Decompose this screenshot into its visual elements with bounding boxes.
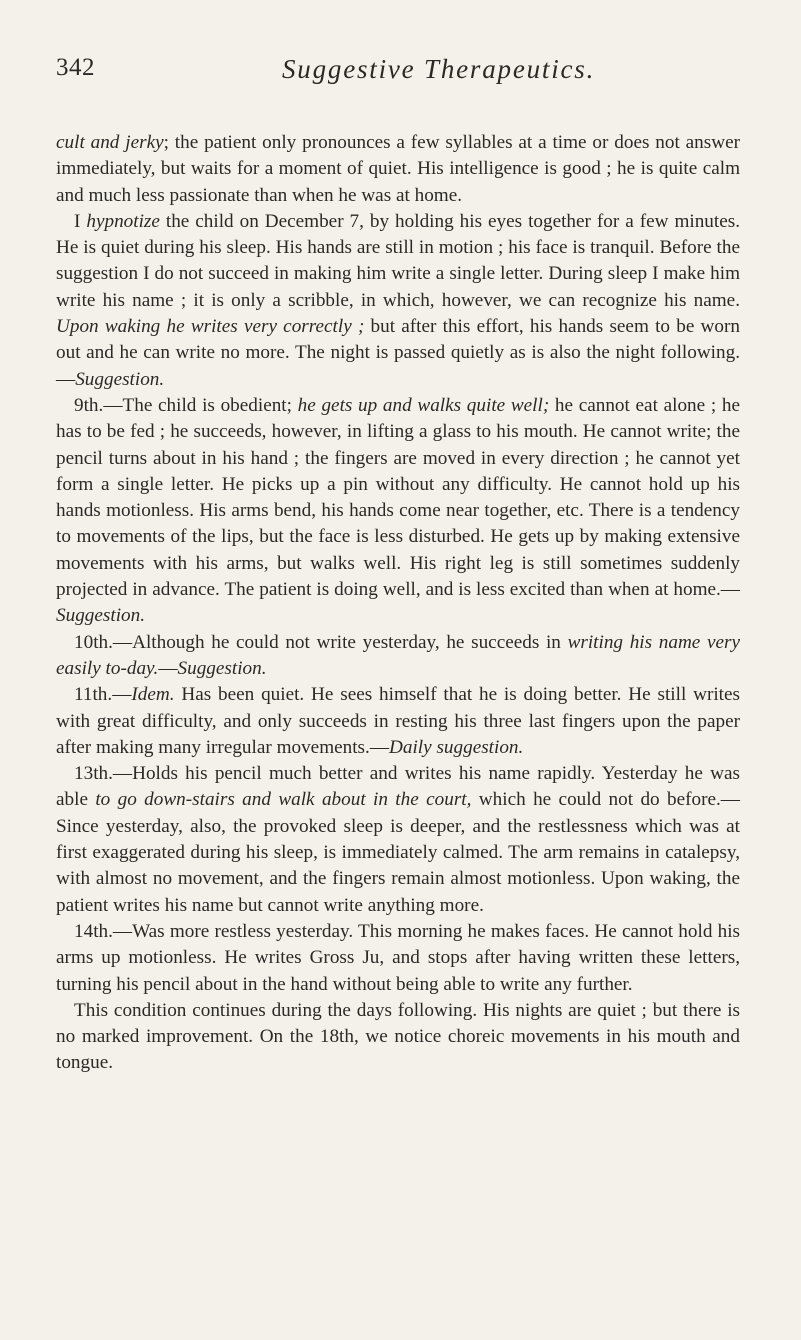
italic-phrase: writing his name very easily to-day.: [56, 631, 740, 679]
paragraph-14th: [56, 919, 740, 998]
paragraph-13th: [56, 761, 740, 919]
text-run: I: [74, 210, 87, 232]
body-text: [56, 130, 740, 1077]
paragraph-dec-7: [56, 209, 740, 393]
text-run: he cannot eat alone ; he has to be fed ; he succeeds, however, in lifting a glass to his mouth. He cannot write; the pencil turns about in his hand ; the fingers are moved in every direction ; he cannot yet form a single letter. He picks up a pin without any difficulty. He cannot hold up his hands motionless. His arms bend, his hands come near together, etc. There is a tendency to movements of the lips, but the face is less disturbed. He gets up by making extensive movements with his arms, but walks well. His right leg is still sometimes suddenly projected in advance. The patient is doing well, and is less excited than when at home.—: [56, 394, 740, 601]
text-run: Has been quiet. He sees himself that he is doing better. He still writes with great difficulty, and only succeeds in resting his three last fingers upon the paper after making many irregular movements.—: [56, 684, 740, 758]
text-run: —: [158, 657, 178, 679]
italic-phrase: Upon waking he writes very correctly ;: [56, 316, 365, 338]
text-run: but after this effort, his hands seem to be worn out and he can write no more. The night is passed quietly as is also the night following.—: [56, 316, 740, 390]
paragraph-continuation: [56, 130, 740, 209]
italic-phrase: hypnotize: [86, 210, 160, 232]
text-run: 14th.—Was more restless yesterday. This morning he makes faces. He cannot hold his arms up motionless. He writes Gross Ju, and stops after having written these letters, turning his pencil about in the hand without being able to write any further.: [56, 920, 740, 995]
text-run: which he could not do before.—Since yesterday, also, the provoked sleep is deeper, and the restlessness which was at first exaggerated during his sleep, is immediately calmed. The arm remains in catalepsy, with almost no movement, and the fingers remain almost motionless. Upon waking, the patient writes his name but cannot write anything more.: [56, 789, 740, 916]
paragraph-11th: [56, 682, 740, 761]
italic-phrase: Idem.: [131, 684, 175, 706]
paragraph-following-days: [56, 998, 740, 1077]
text-run: 13th.—Holds his pencil much better and writes his name rapidly. Yesterday he was able: [56, 763, 740, 811]
italic-phrase: Suggestion.: [177, 657, 267, 679]
page-number: 342: [56, 54, 95, 81]
italic-phrase: Suggestion.: [56, 605, 146, 627]
text-run: 10th.—Although he could not write yesterday, he succeeds in: [74, 631, 568, 653]
text-run: ; the patient only pronounces a few syllables at a time or does not answer immediately, but waits for a moment of quiet. His intelligence is good ; he is quite calm and much less passionate than when he was at home.: [56, 132, 740, 206]
text-run: 9th.—The child is obedient;: [74, 394, 298, 416]
italic-phrase: Suggestion.: [75, 368, 165, 390]
italic-phrase: to go down-stairs and walk about in the court,: [95, 789, 472, 811]
text-run: the child on December 7, by holding his eyes together for a few minutes. He is quiet during his sleep. His hands are still in motion ; his face is tranquil. Before the suggestion I do not succeed in making him write a single letter. During sleep I make him write his name ; it is only a scribble, in which, however, we can recognize his name.: [56, 210, 740, 311]
italic-phrase: Daily suggestion.: [389, 736, 524, 758]
italic-phrase: cult and jerky: [56, 132, 164, 153]
italic-phrase: he gets up and walks quite well;: [297, 394, 550, 416]
text-run: 11th.—: [74, 684, 132, 706]
running-title: Suggestive Therapeutics.: [282, 54, 596, 84]
paragraph-10th: [56, 630, 740, 683]
paragraph-9th: [56, 393, 740, 630]
running-head: [0, 54, 801, 94]
text-run: This condition continues during the days following. His nights are quiet ; but there is no marked improvement. On the 18th, we notice choreic movements in his mouth and tongue.: [56, 999, 740, 1074]
